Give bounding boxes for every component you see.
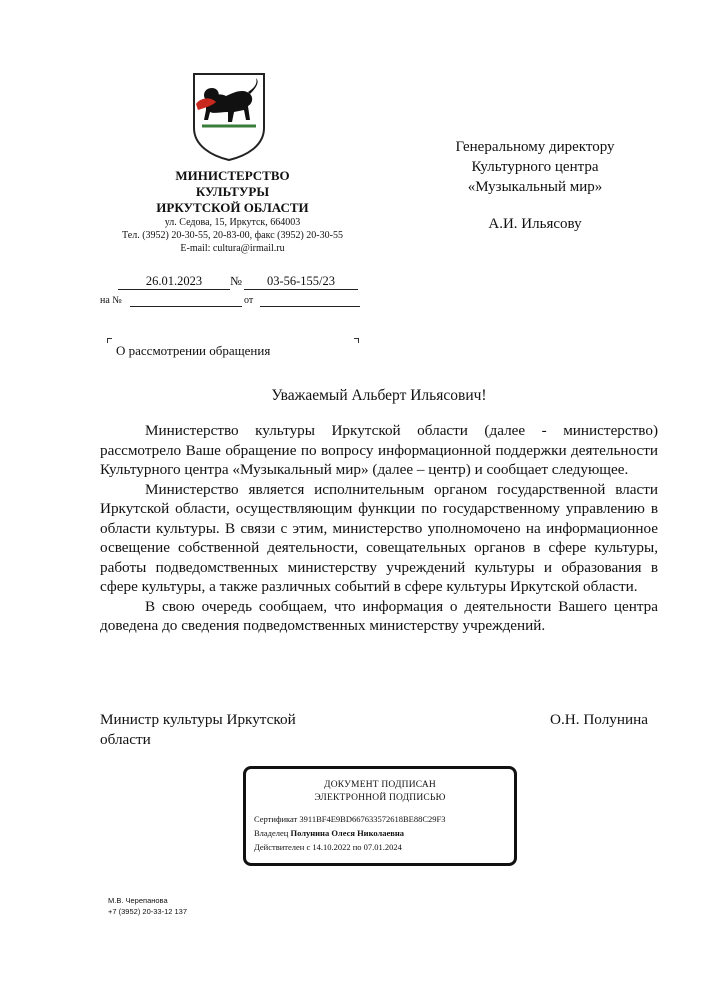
reply-to-number-label: на №	[100, 295, 122, 306]
registration-number-label: №	[230, 274, 242, 288]
ministry-phones: Тел. (3952) 20-30-55, 20-83-00, факс (3952) 20-30-55	[122, 230, 343, 241]
subject-bracket-right	[354, 338, 359, 343]
registration-date: 26.01.2023	[118, 273, 230, 290]
stamp-owner-value: Полунина Олеся Николаевна	[290, 828, 405, 838]
irkutsk-coat-of-arms-icon	[190, 70, 268, 162]
ministry-name	[100, 168, 365, 216]
stamp-heading	[243, 779, 517, 805]
stamp-validity-to-prefix: по	[352, 842, 362, 852]
letter-body	[100, 421, 658, 636]
stamp-validity-to: 07.01.2024	[363, 842, 402, 852]
letter-subject: О рассмотрении обращения	[116, 343, 271, 358]
body-paragraph-1: Министерство культуры Иркутской области (далее - министерство) рассмотрело Ваше обращение по вопросу информационной поддержки деятельности Культурного центра «Музыкальный мир» (далее – центр) и сообщает следующее.	[100, 422, 658, 478]
signatory-title	[100, 710, 296, 750]
signatory-title-line1: Министр культуры Иркутской	[100, 711, 296, 728]
ministry-contacts	[100, 216, 365, 255]
body-paragraph-2: Министерство является исполнительным органом государственной власти Иркутской области, осуществляющим функции по государственному управлению в области культуры. В связи с этим, министерство уполномочено на информационное освещение собственной деятельности, совещательных органов в сфере культуры, работы подведомственных министерству учреждений культуры и образования в сфере культуры, а также различных событий в сфере культуры Иркутской области.	[100, 480, 658, 595]
registration-number: 03-56-155/23	[244, 273, 358, 290]
stamp-owner	[254, 827, 404, 839]
stamp-certificate	[254, 813, 446, 825]
addressee-line3: «Музыкальный мир»	[467, 179, 603, 195]
reply-to-number-line	[130, 306, 242, 307]
ministry-name-line3: ИРКУТСКОЙ ОБЛАСТИ	[156, 200, 309, 215]
executor-name: М.В. Черепанова	[108, 896, 168, 905]
ministry-email: E-mail: cultura@irmail.ru	[180, 243, 285, 254]
reply-to-date-line	[260, 306, 360, 307]
stamp-heading-line2: ЭЛЕКТРОННОЙ ПОДПИСЬЮ	[314, 793, 446, 803]
ministry-name-line1: МИНИСТЕРСТВО	[175, 168, 290, 183]
executor-info	[108, 895, 187, 917]
executor-phone: +7 (3952) 20-33-12 137	[108, 907, 188, 916]
stamp-validity	[254, 841, 402, 853]
body-paragraph-3: В свою очередь сообщаем, что информация о деятельности Вашего центра доведена до сведения подведомственных министерству учреждений.	[100, 597, 658, 634]
stamp-owner-label: Владелец	[254, 828, 289, 838]
reply-to-date-label: от	[244, 295, 254, 306]
stamp-validity-label: Действителен	[254, 842, 305, 852]
addressee-name: А.И. Ильясову	[488, 216, 582, 232]
stamp-validity-from: 14.10.2022	[312, 842, 351, 852]
stamp-validity-from-prefix: с	[306, 842, 311, 852]
signatory-name: О.Н. Полунина	[550, 711, 648, 728]
subject-bracket-left	[107, 338, 112, 343]
ministry-name-line2: КУЛЬТУРЫ	[195, 184, 270, 199]
stamp-certificate-value: 3911BF4E9BD667633572618BE88C29F3	[299, 814, 446, 824]
stamp-heading-line1: ДОКУМЕНТ ПОДПИСАН	[324, 780, 436, 790]
signatory-title-line2: области	[100, 731, 151, 748]
ministry-address: ул. Седова, 15, Иркутск, 664003	[164, 217, 301, 228]
stamp-certificate-label: Сертификат	[254, 814, 298, 824]
addressee-line2: Культурного центра	[471, 159, 599, 175]
addressee-block	[420, 137, 650, 197]
salutation: Уважаемый Альберт Ильясович!	[271, 387, 487, 404]
addressee-line1: Генеральному директору	[455, 139, 615, 155]
